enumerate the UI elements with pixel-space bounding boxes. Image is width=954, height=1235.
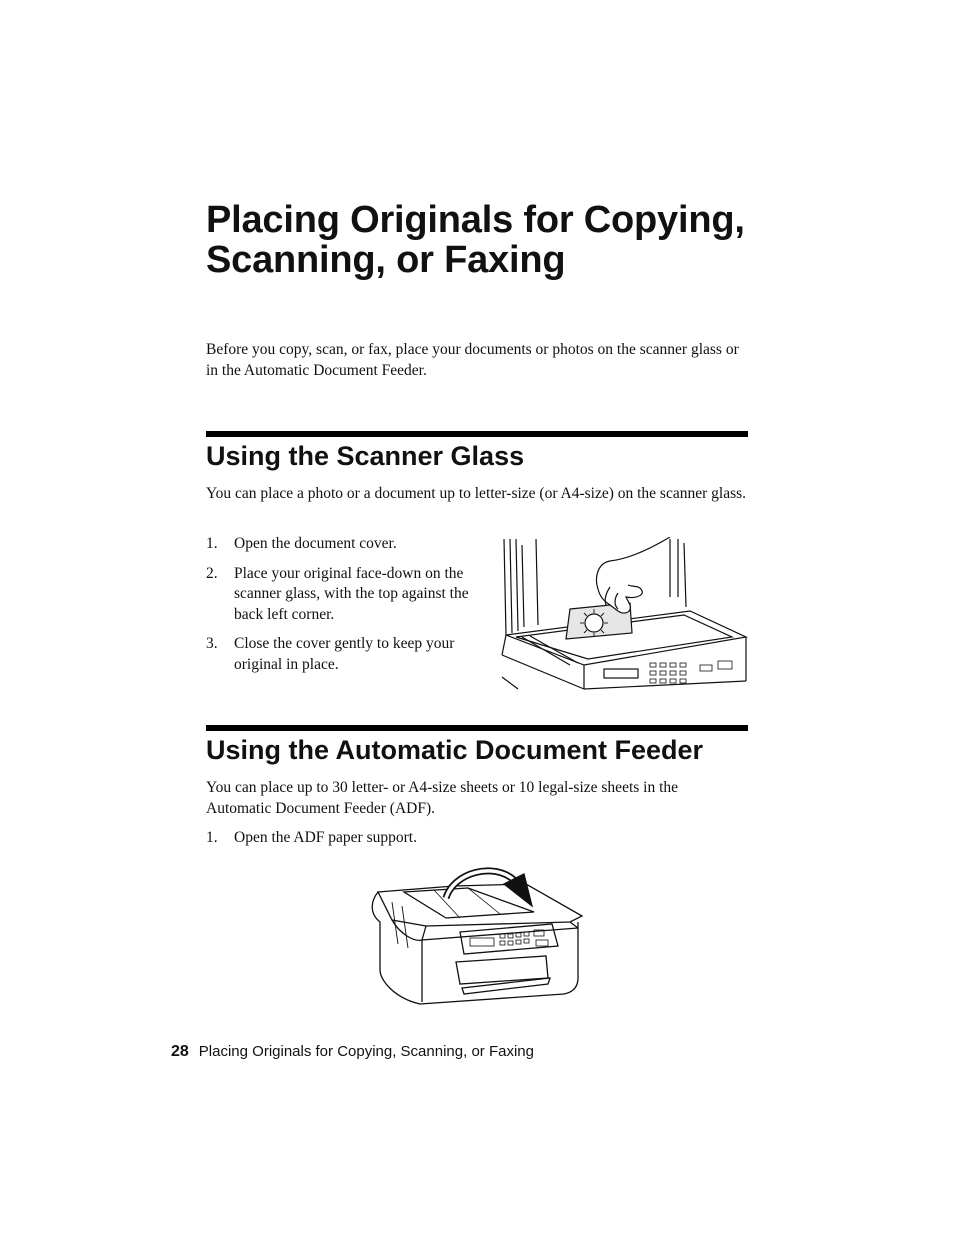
step-number: 3. <box>206 635 218 652</box>
step-text: Close the cover gently to keep your original in place. <box>234 635 455 673</box>
step-number: 1. <box>206 535 218 552</box>
section-heading-scanner-glass: Using the Scanner Glass <box>206 441 525 471</box>
section-heading-adf: Using the Automatic Document Feeder <box>206 735 704 765</box>
step-number: 1. <box>206 829 218 846</box>
adf-description: You can place up to 30 letter- or A4-size sheets or 10 legal-size sheets in the Automatic Document Feeder (ADF). <box>206 779 679 817</box>
scanner-glass-steps <box>206 534 491 684</box>
page-footer <box>171 1042 534 1062</box>
list-item <box>206 564 491 626</box>
page-number: 28 <box>171 1043 189 1060</box>
intro-paragraph: Before you copy, scan, or fax, place your documents or photos on the scanner glass or in the Automatic Document Feeder. <box>206 341 739 379</box>
step-text: Open the document cover. <box>234 535 397 552</box>
step-number: 2. <box>206 564 218 582</box>
scanner-glass-description: You can place a photo or a document up to letter-size (or A4-size) on the scanner glass. <box>206 485 747 502</box>
list-item <box>206 634 491 675</box>
section-rule <box>206 725 748 731</box>
page-title: Placing Originals for Copying, Scanning, or Faxing <box>206 199 745 281</box>
section-rule <box>206 431 748 437</box>
adf-steps <box>206 828 606 858</box>
step-text: Place your original face-down on the scanner glass, with the top against the back left corner. <box>234 564 469 623</box>
list-item <box>206 828 606 849</box>
scanner-glass-placement-illustration <box>500 537 750 695</box>
adf-printer-illustration <box>364 862 586 1008</box>
list-item <box>206 534 491 555</box>
running-title: Placing Originals for Copying, Scanning, or Faxing <box>198 1043 534 1060</box>
step-text: Open the ADF paper support. <box>234 829 417 846</box>
